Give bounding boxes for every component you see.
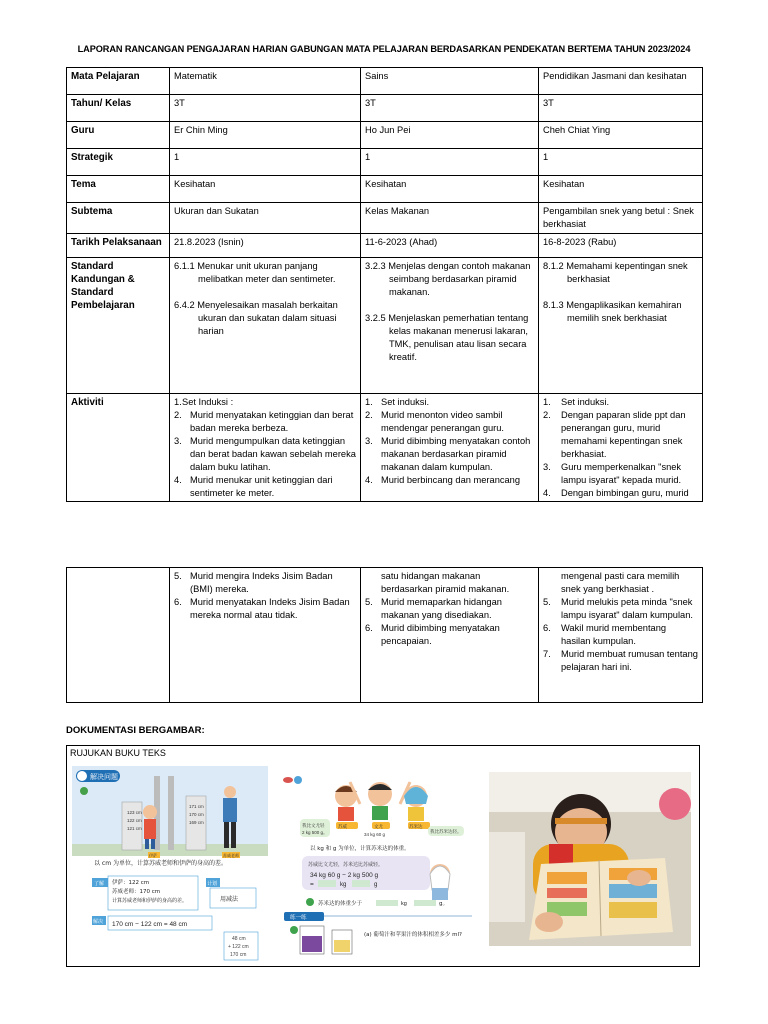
item-text: Set Induksi :: [182, 397, 234, 407]
cell-pjk: 1: [539, 149, 703, 176]
item-number: 3.: [543, 462, 551, 472]
item-number: 4.: [174, 475, 182, 485]
item-text: Murid mengumpulkan data ketinggian dan berat badan kawan sebelah mereka dalam buku latihan.: [190, 436, 356, 472]
activity-item: [174, 409, 356, 435]
item-text: Set induksi.: [381, 397, 430, 407]
name-tag: 苏威: [338, 825, 347, 830]
height-label: 169 cm: [189, 820, 204, 825]
unit-label: g。: [439, 901, 448, 907]
item-number: 6.: [365, 623, 373, 633]
activity-item: [174, 596, 356, 622]
label-line: Kandungan &: [71, 274, 135, 285]
lesson-plan-table-continued: [66, 567, 703, 703]
student-reading-photo: [489, 772, 691, 946]
item-number: 5.: [174, 571, 182, 581]
cell-pjk: [539, 258, 703, 394]
check-value: + 122 cm: [228, 944, 249, 950]
cell-matematik: 1: [170, 149, 361, 176]
info-text: 计算苏威老师和伊萨的身高的差。: [112, 898, 188, 904]
item-number: 2.: [543, 410, 551, 420]
item-text: Murid mengira Indeks Jisim Badan (BMI) mereka.: [190, 571, 333, 594]
name-tag: 苏米达: [409, 825, 423, 830]
cell-matematik: 21.8.2023 (Isnin): [170, 234, 361, 258]
row-label: Mata Pelajaran: [67, 68, 170, 95]
cell-matematik: Er Chin Ming: [170, 122, 361, 149]
height-label: 123 cm: [127, 810, 142, 815]
item-number: 1.: [174, 397, 182, 407]
height-label: 121 cm: [127, 826, 142, 831]
unit-label: kg: [340, 882, 347, 888]
activity-item: [543, 409, 698, 461]
item-number: 2.: [174, 410, 182, 420]
row-date: [67, 234, 703, 258]
item-number: 4.: [365, 475, 373, 485]
box-text: 苏威比文尤轻，苏米达比苏威轻。: [308, 862, 384, 868]
name-tag: 伊萨: [149, 853, 157, 858]
activity-item: [543, 648, 698, 674]
section-header: 解决问题: [90, 773, 118, 781]
check-value: 48 cm: [232, 936, 246, 942]
item-text: Murid dibimbing menyatakan pencapaian.: [381, 623, 500, 646]
item-text: Murid dibimbing menyatakan contoh makanan berdasarkan piramid makanan dalam kumpulan.: [381, 436, 531, 472]
cell-matematik: 3T: [170, 95, 361, 122]
lesson-plan-table: [66, 67, 703, 502]
item-number: 6.: [543, 623, 551, 633]
cell-sains: Sains: [361, 68, 539, 95]
row-standard: [67, 258, 703, 394]
item-text: Wakil murid membentang hasilan kumpulan.: [561, 623, 667, 646]
item-number: 6.: [174, 597, 182, 607]
check-value: 170 cm: [230, 952, 247, 958]
standard-item: 8.1.3 Mengaplikasikan kemahiran memilih snek berkhasiat: [543, 300, 682, 323]
cell-matematik: [170, 568, 361, 703]
item-text: Murid menukar unit ketinggian dari sentimeter ke meter.: [190, 475, 333, 498]
activity-item: [543, 622, 698, 648]
row-label: Tema: [67, 176, 170, 203]
row-label: Strategik: [67, 149, 170, 176]
textbook-heights-illustration: [72, 766, 268, 964]
item-number: 3.: [365, 436, 373, 446]
row-theme: [67, 176, 703, 203]
height-label: 170 cm: [189, 812, 204, 817]
speech-text: 2 kg 500 g。: [302, 830, 328, 835]
activity-item-cont: mengenal pasti cara memilih snek yang berkhasiat .: [561, 571, 680, 594]
row-label: Aktiviti: [67, 394, 170, 502]
name-tag: 文尤: [374, 825, 383, 830]
item-number: 7.: [543, 649, 551, 659]
activity-item: [543, 596, 698, 622]
activity-item: [365, 396, 534, 409]
item-text: Murid menonton video sambil mendengar penerangan guru.: [381, 410, 505, 433]
cell-pjk: Pendidikan Jasmani dan kesihatan: [539, 68, 703, 95]
standard-item: 3.2.3 Menjelas dengan contoh makanan seimbang berdasarkan piramid makanan.: [365, 261, 531, 297]
item-number: 5.: [543, 597, 551, 607]
cell-sains: [361, 568, 539, 703]
standard-item: 8.1.2 Memahami kepentingan snek berkhasiat: [543, 261, 688, 284]
problem-text: 以 cm 为单位，计算苏威老师和伊萨的身高的差。: [94, 860, 227, 867]
activity-item: [174, 435, 356, 474]
photo-documentation-box: [66, 745, 700, 967]
row-label: [67, 258, 170, 394]
height-label: 122 cm: [127, 818, 142, 823]
document-title: LAPORAN RANCANGAN PENGAJARAN HARIAN GABUNGAN MATA PELAJARAN BERDASARKAN PENDEKATAN BERTEMA TAHUN 2023/2024: [77, 44, 691, 54]
step-tag: 计划: [207, 881, 218, 887]
unit-label: g: [374, 882, 378, 888]
item-text: Murid memaparkan hidangan makanan yang disediakan.: [381, 597, 502, 620]
label-line: Standard: [71, 287, 114, 298]
item-number: 5.: [365, 597, 373, 607]
cell-sains: [361, 394, 539, 502]
row-activity: [67, 394, 703, 502]
item-text: Set induksi.: [561, 397, 610, 407]
activity-item: [174, 474, 356, 499]
row-subject: [67, 68, 703, 95]
item-number: 1.: [365, 397, 373, 407]
cell-sains: Kesihatan: [361, 176, 539, 203]
info-text: 苏威老师：170 cm: [112, 889, 161, 895]
speech-text: 我比苏米达轻。: [430, 830, 462, 835]
photo-student-reading: [489, 772, 691, 946]
activity-item: [365, 474, 534, 487]
item-text: Murid menyatakan ketinggian dan berat badan mereka berbeza.: [190, 410, 354, 433]
row-strategy: [67, 149, 703, 176]
row-label: Guru: [67, 122, 170, 149]
photo-caption: RUJUKAN BUKU TEKS: [70, 748, 166, 758]
row-label: [67, 568, 170, 703]
answer-text: 苏米达的体重少于: [318, 901, 363, 907]
activity-item: [365, 622, 534, 648]
activity-item: [543, 487, 698, 499]
cell-matematik: [170, 394, 361, 502]
step-tag: 了解: [94, 881, 105, 887]
cell-matematik: Matematik: [170, 68, 361, 95]
cell-sains: Ho Jun Pei: [361, 122, 539, 149]
activity-item: [174, 570, 356, 596]
activity-item: [365, 596, 534, 622]
activity-item: [365, 435, 534, 474]
cell-pjk: 16-8-2023 (Rabu): [539, 234, 703, 258]
documentation-heading: DOKUMENTASI BERGAMBAR:: [66, 725, 205, 736]
cell-matematik: [170, 258, 361, 394]
row-label: Tarikh Pelaksanaan: [67, 234, 170, 258]
method-text: 用减法: [220, 896, 239, 903]
item-text: Murid berbincang dan merancang: [381, 475, 521, 485]
activity-item: [365, 409, 534, 435]
practice-header: 练一练: [290, 915, 307, 921]
cell-matematik: Kesihatan: [170, 176, 361, 203]
item-number: 2.: [365, 410, 373, 420]
row-teacher: [67, 122, 703, 149]
row-year: [67, 95, 703, 122]
cell-sains: Kelas Makanan: [361, 203, 539, 234]
cell-pjk: [539, 568, 703, 703]
cell-pjk: Pengambilan snek yang betul : Snek berkhasiat: [539, 203, 703, 234]
label-line: Standard: [71, 261, 114, 272]
equals-sign: =: [310, 881, 314, 888]
cell-pjk: 3T: [539, 95, 703, 122]
step-tag: 解决: [93, 919, 104, 925]
cell-pjk: Cheh Chiat Ying: [539, 122, 703, 149]
activity-item: [543, 461, 698, 487]
row-activity-continued: [67, 568, 703, 703]
item-number: 1.: [543, 397, 551, 407]
row-label: Subtema: [67, 203, 170, 234]
height-label: 171 cm: [189, 804, 204, 809]
item-number: 3.: [174, 436, 182, 446]
cell-sains: 1: [361, 149, 539, 176]
item-number: 4.: [543, 488, 551, 498]
cell-matematik: Ukuran dan Sukatan: [170, 203, 361, 234]
name-tag: 苏威老师: [223, 853, 239, 858]
item-text: Murid membuat rumusan tentang pelajaran hari ini.: [561, 649, 698, 672]
item-text: Murid melukis peta minda "snek lampu isyarat" dalam kumpulan.: [561, 597, 693, 620]
cell-pjk: [539, 394, 703, 502]
standard-item: 3.2.5 Menjelaskan pemerhatian tentang kelas makanan menerusi lakaran, TMK, penulisan atau lisan secara kreatif.: [365, 313, 529, 362]
standard-item: 6.1.1 Menukar unit ukuran panjang melibatkan meter dan sentimeter.: [174, 261, 336, 284]
calculation-text: 34 kg 60 g − 2 kg 500 g: [310, 872, 379, 879]
activity-item-cont: satu hidangan makanan berdasarkan piramid makanan.: [381, 571, 510, 594]
calculation-text: 170 cm − 122 cm = 48 cm: [112, 921, 188, 928]
problem-text: 以 kg 和 g 为单位，计算苏米达的体重。: [310, 846, 410, 852]
info-text: 伊萨：122 cm: [112, 880, 150, 886]
cell-pjk: Kesihatan: [539, 176, 703, 203]
practice-question: (a) 葡萄汁和苹果汁的体积相差多少 ml?: [364, 932, 462, 938]
item-text: Dengan paparan slide ppt dan penerangan guru, murid memahami kepentingan snek berkhasiat.: [561, 410, 686, 459]
row-subtheme: [67, 203, 703, 234]
item-text: Guru memperkenalkan "snek lampu isyarat" kepada murid.: [561, 462, 682, 485]
standard-item: 6.4.2 Menyelesaikan masalah berkaitan ukuran dan sukatan dalam situasi harian: [174, 300, 338, 336]
row-label: Tahun/ Kelas: [67, 95, 170, 122]
item-text: Dengan bimbingan guru, murid: [561, 488, 689, 498]
cell-sains: 3T: [361, 95, 539, 122]
weight-label: 34 kg 60 g: [364, 832, 386, 837]
activity-item: [174, 396, 356, 409]
speech-text: 我比文尤轻: [302, 824, 325, 829]
cell-sains: 11-6-2023 (Ahad): [361, 234, 539, 258]
label-line: Pembelajaran: [71, 300, 135, 311]
cell-sains: [361, 258, 539, 394]
unit-label: kg: [401, 901, 407, 907]
textbook-image-heights: [72, 766, 268, 964]
textbook-weights-illustration: [280, 774, 476, 960]
textbook-image-weights: [280, 774, 476, 960]
activity-item: [543, 396, 698, 409]
item-text: Murid menyatakan Indeks Jisim Badan mereka normal atau tidak.: [190, 597, 350, 620]
